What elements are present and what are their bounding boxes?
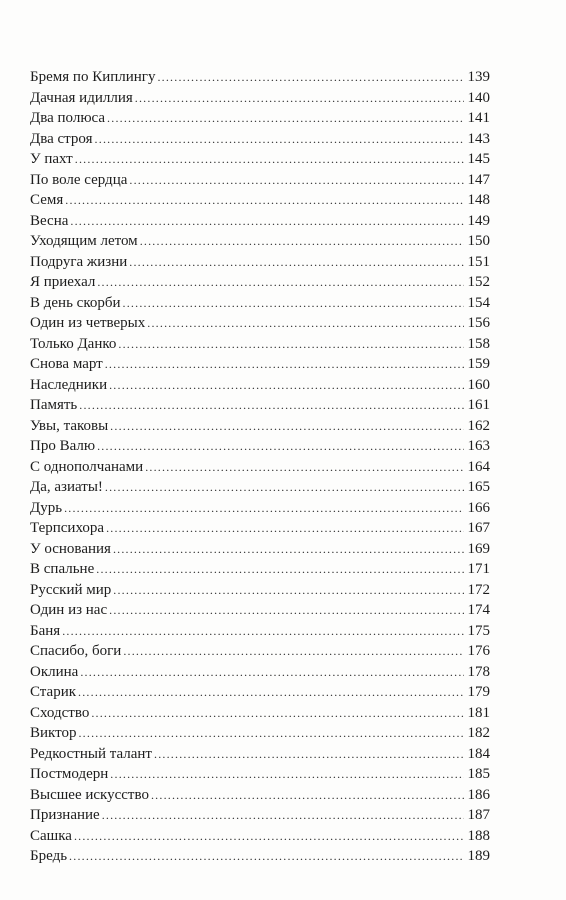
- toc-entry-title: По воле сердца: [30, 171, 128, 188]
- toc-entry-page-number: 178: [467, 663, 490, 680]
- toc-entry: [30, 457, 490, 478]
- toc-entry-page-number: 140: [467, 89, 490, 106]
- dot-leader: [75, 149, 464, 170]
- toc-entry-title: Бремя по Киплингу: [30, 69, 156, 85]
- toc-entry: [30, 785, 490, 806]
- toc-entry: [30, 703, 490, 724]
- toc-entry: [30, 88, 490, 109]
- toc-entry-title: У основания: [30, 540, 111, 557]
- toc-entry-page-number: 172: [467, 581, 490, 598]
- dot-leader: [91, 703, 464, 724]
- dot-leader: [97, 436, 464, 457]
- toc-entry-page-number: 184: [467, 745, 490, 762]
- dot-leader: [62, 621, 464, 642]
- toc-entry-title: Уходящим летом: [30, 233, 138, 249]
- dot-leader: [80, 662, 464, 683]
- toc-entry: [30, 170, 490, 191]
- toc-entry: [30, 436, 490, 457]
- toc-entry-title: Дачная идиллия: [30, 89, 133, 106]
- dot-leader: [123, 293, 464, 314]
- toc-entry: [30, 272, 490, 293]
- toc-entry-title: Постмодерн: [30, 766, 109, 782]
- dot-leader: [113, 539, 464, 560]
- dot-leader: [145, 457, 464, 478]
- dot-leader: [78, 723, 464, 744]
- toc-entry: [30, 416, 490, 437]
- toc-entry-title: Увы, таковы: [30, 417, 109, 434]
- toc-entry-title: Бредь: [30, 848, 68, 864]
- dot-leader: [102, 805, 464, 826]
- toc-entry-page-number: 141: [467, 110, 490, 126]
- dot-leader: [105, 477, 464, 498]
- dot-leader: [65, 190, 464, 211]
- toc-entry: [30, 293, 490, 314]
- toc-entry-page-number: 162: [467, 417, 490, 434]
- dot-leader: [109, 600, 464, 621]
- dot-leader: [105, 354, 464, 375]
- dot-leader: [110, 764, 464, 785]
- toc-entry: [30, 559, 490, 580]
- toc-entry-page-number: 182: [467, 725, 490, 741]
- dot-leader: [96, 559, 464, 580]
- toc-entry: [30, 826, 490, 847]
- toc-entry-title: Только Данко: [30, 335, 117, 352]
- toc-entry-title: Снова март: [30, 356, 103, 372]
- toc-entry-title: Один из нас: [30, 602, 108, 618]
- toc-entry-title: Старик: [30, 684, 77, 700]
- toc-entry: [30, 662, 490, 683]
- toc-entry-page-number: 186: [467, 786, 490, 803]
- toc-entry-title: Сходство: [30, 704, 90, 721]
- toc-entry-page-number: 169: [467, 540, 490, 557]
- toc-entry: [30, 334, 490, 355]
- dot-leader: [118, 334, 464, 355]
- table-of-contents: [30, 67, 490, 867]
- dot-leader: [64, 498, 464, 519]
- dot-leader: [95, 129, 464, 150]
- toc-entry-title: Оклина: [30, 663, 79, 680]
- toc-entry: [30, 395, 490, 416]
- toc-entry: [30, 600, 490, 621]
- toc-entry-page-number: 159: [467, 356, 490, 372]
- toc-entry-title: Два полюса: [30, 110, 106, 126]
- toc-entry-page-number: 147: [467, 171, 490, 188]
- toc-entry-page-number: 148: [467, 192, 490, 208]
- toc-entry: [30, 211, 490, 232]
- toc-entry: [30, 764, 490, 785]
- toc-entry-title: Виктор: [30, 725, 77, 741]
- toc-entry-page-number: 166: [467, 499, 490, 516]
- toc-entry-title: В день скорби: [30, 294, 121, 311]
- toc-entry: [30, 805, 490, 826]
- toc-entry-title: Подруга жизни: [30, 253, 128, 270]
- toc-entry-page-number: 175: [467, 622, 490, 639]
- dot-leader: [78, 682, 464, 703]
- toc-entry: [30, 498, 490, 519]
- dot-leader: [110, 416, 464, 437]
- toc-entry-page-number: 176: [467, 643, 490, 659]
- toc-entry-page-number: 158: [467, 335, 490, 352]
- toc-entry: [30, 129, 490, 150]
- toc-entry: [30, 252, 490, 273]
- dot-leader: [113, 580, 464, 601]
- toc-entry: [30, 231, 490, 252]
- toc-entry-page-number: 161: [467, 397, 490, 413]
- toc-entry-page-number: 179: [467, 684, 490, 700]
- dot-leader: [129, 252, 464, 273]
- toc-entry-page-number: 152: [467, 274, 490, 290]
- toc-entry-page-number: 163: [467, 438, 490, 454]
- toc-entry-page-number: 149: [467, 212, 490, 229]
- toc-entry-page-number: 185: [467, 766, 490, 782]
- toc-entry-title: Спасибо, боги: [30, 643, 122, 659]
- toc-entry-title: Два строя: [30, 130, 93, 147]
- toc-entry: [30, 744, 490, 765]
- toc-entry: [30, 190, 490, 211]
- toc-entry-page-number: 171: [467, 561, 490, 577]
- toc-entry: [30, 354, 490, 375]
- toc-entry-title: У пахт: [30, 151, 73, 167]
- toc-entry-page-number: 143: [467, 130, 490, 147]
- toc-entry-title: Да, азиаты!: [30, 479, 103, 495]
- toc-entry-page-number: 164: [467, 458, 490, 475]
- toc-entry: [30, 518, 490, 539]
- toc-entry-title: Редкостный талант: [30, 745, 152, 762]
- dot-leader: [135, 88, 464, 109]
- toc-entry: [30, 580, 490, 601]
- dot-leader: [107, 108, 464, 129]
- toc-entry: [30, 621, 490, 642]
- toc-entry-title: В спальне: [30, 561, 95, 577]
- dot-leader: [140, 231, 464, 252]
- dot-leader: [97, 272, 464, 293]
- toc-entry-page-number: 156: [467, 315, 490, 331]
- toc-entry-title: Сашка: [30, 827, 72, 844]
- toc-entry: [30, 641, 490, 662]
- toc-entry-title: Русский мир: [30, 581, 112, 598]
- toc-entry-title: Высшее искусство: [30, 786, 149, 803]
- toc-entry-title: Я приехал: [30, 274, 96, 290]
- toc-entry: [30, 149, 490, 170]
- dot-leader: [154, 744, 464, 765]
- toc-entry-title: Дурь: [30, 499, 63, 516]
- toc-entry-title: С однополчанами: [30, 458, 144, 475]
- dot-leader: [157, 67, 464, 88]
- toc-entry-title: Весна: [30, 212, 69, 229]
- toc-entry-page-number: 165: [467, 479, 490, 495]
- toc-entry: [30, 375, 490, 396]
- toc-entry-page-number: 139: [467, 69, 490, 85]
- toc-entry-page-number: 181: [467, 704, 490, 721]
- toc-entry-page-number: 150: [467, 233, 490, 249]
- toc-entry: [30, 313, 490, 334]
- dot-leader: [129, 170, 464, 191]
- toc-entry-title: Память: [30, 397, 78, 413]
- dot-leader: [69, 846, 464, 867]
- toc-entry-title: Баня: [30, 622, 61, 639]
- toc-entry: [30, 67, 490, 88]
- toc-entry-page-number: 188: [467, 827, 490, 844]
- toc-entry-page-number: 151: [467, 253, 490, 270]
- dot-leader: [106, 518, 464, 539]
- toc-entry-page-number: 154: [467, 294, 490, 311]
- toc-entry-page-number: 189: [467, 848, 490, 864]
- dot-leader: [151, 785, 464, 806]
- toc-entry-page-number: 174: [467, 602, 490, 618]
- toc-entry: [30, 682, 490, 703]
- dot-leader: [70, 211, 464, 232]
- toc-entry-title: Признание: [30, 807, 100, 823]
- toc-entry-title: Один из четверых: [30, 315, 146, 331]
- dot-leader: [79, 395, 464, 416]
- toc-entry-title: Наследники: [30, 376, 108, 393]
- toc-entry-page-number: 167: [467, 520, 490, 536]
- dot-leader: [123, 641, 464, 662]
- toc-entry-title: Про Валю: [30, 438, 96, 454]
- toc-entry-page-number: 160: [467, 376, 490, 393]
- toc-entry-page-number: 187: [467, 807, 490, 823]
- toc-entry-title: Семя: [30, 192, 64, 208]
- toc-entry-page-number: 145: [467, 151, 490, 167]
- toc-entry: [30, 723, 490, 744]
- dot-leader: [74, 826, 464, 847]
- toc-entry-title: Терпсихора: [30, 520, 105, 536]
- dot-leader: [147, 313, 464, 334]
- toc-entry: [30, 108, 490, 129]
- toc-entry: [30, 539, 490, 560]
- toc-entry: [30, 477, 490, 498]
- dot-leader: [109, 375, 464, 396]
- toc-entry: [30, 846, 490, 867]
